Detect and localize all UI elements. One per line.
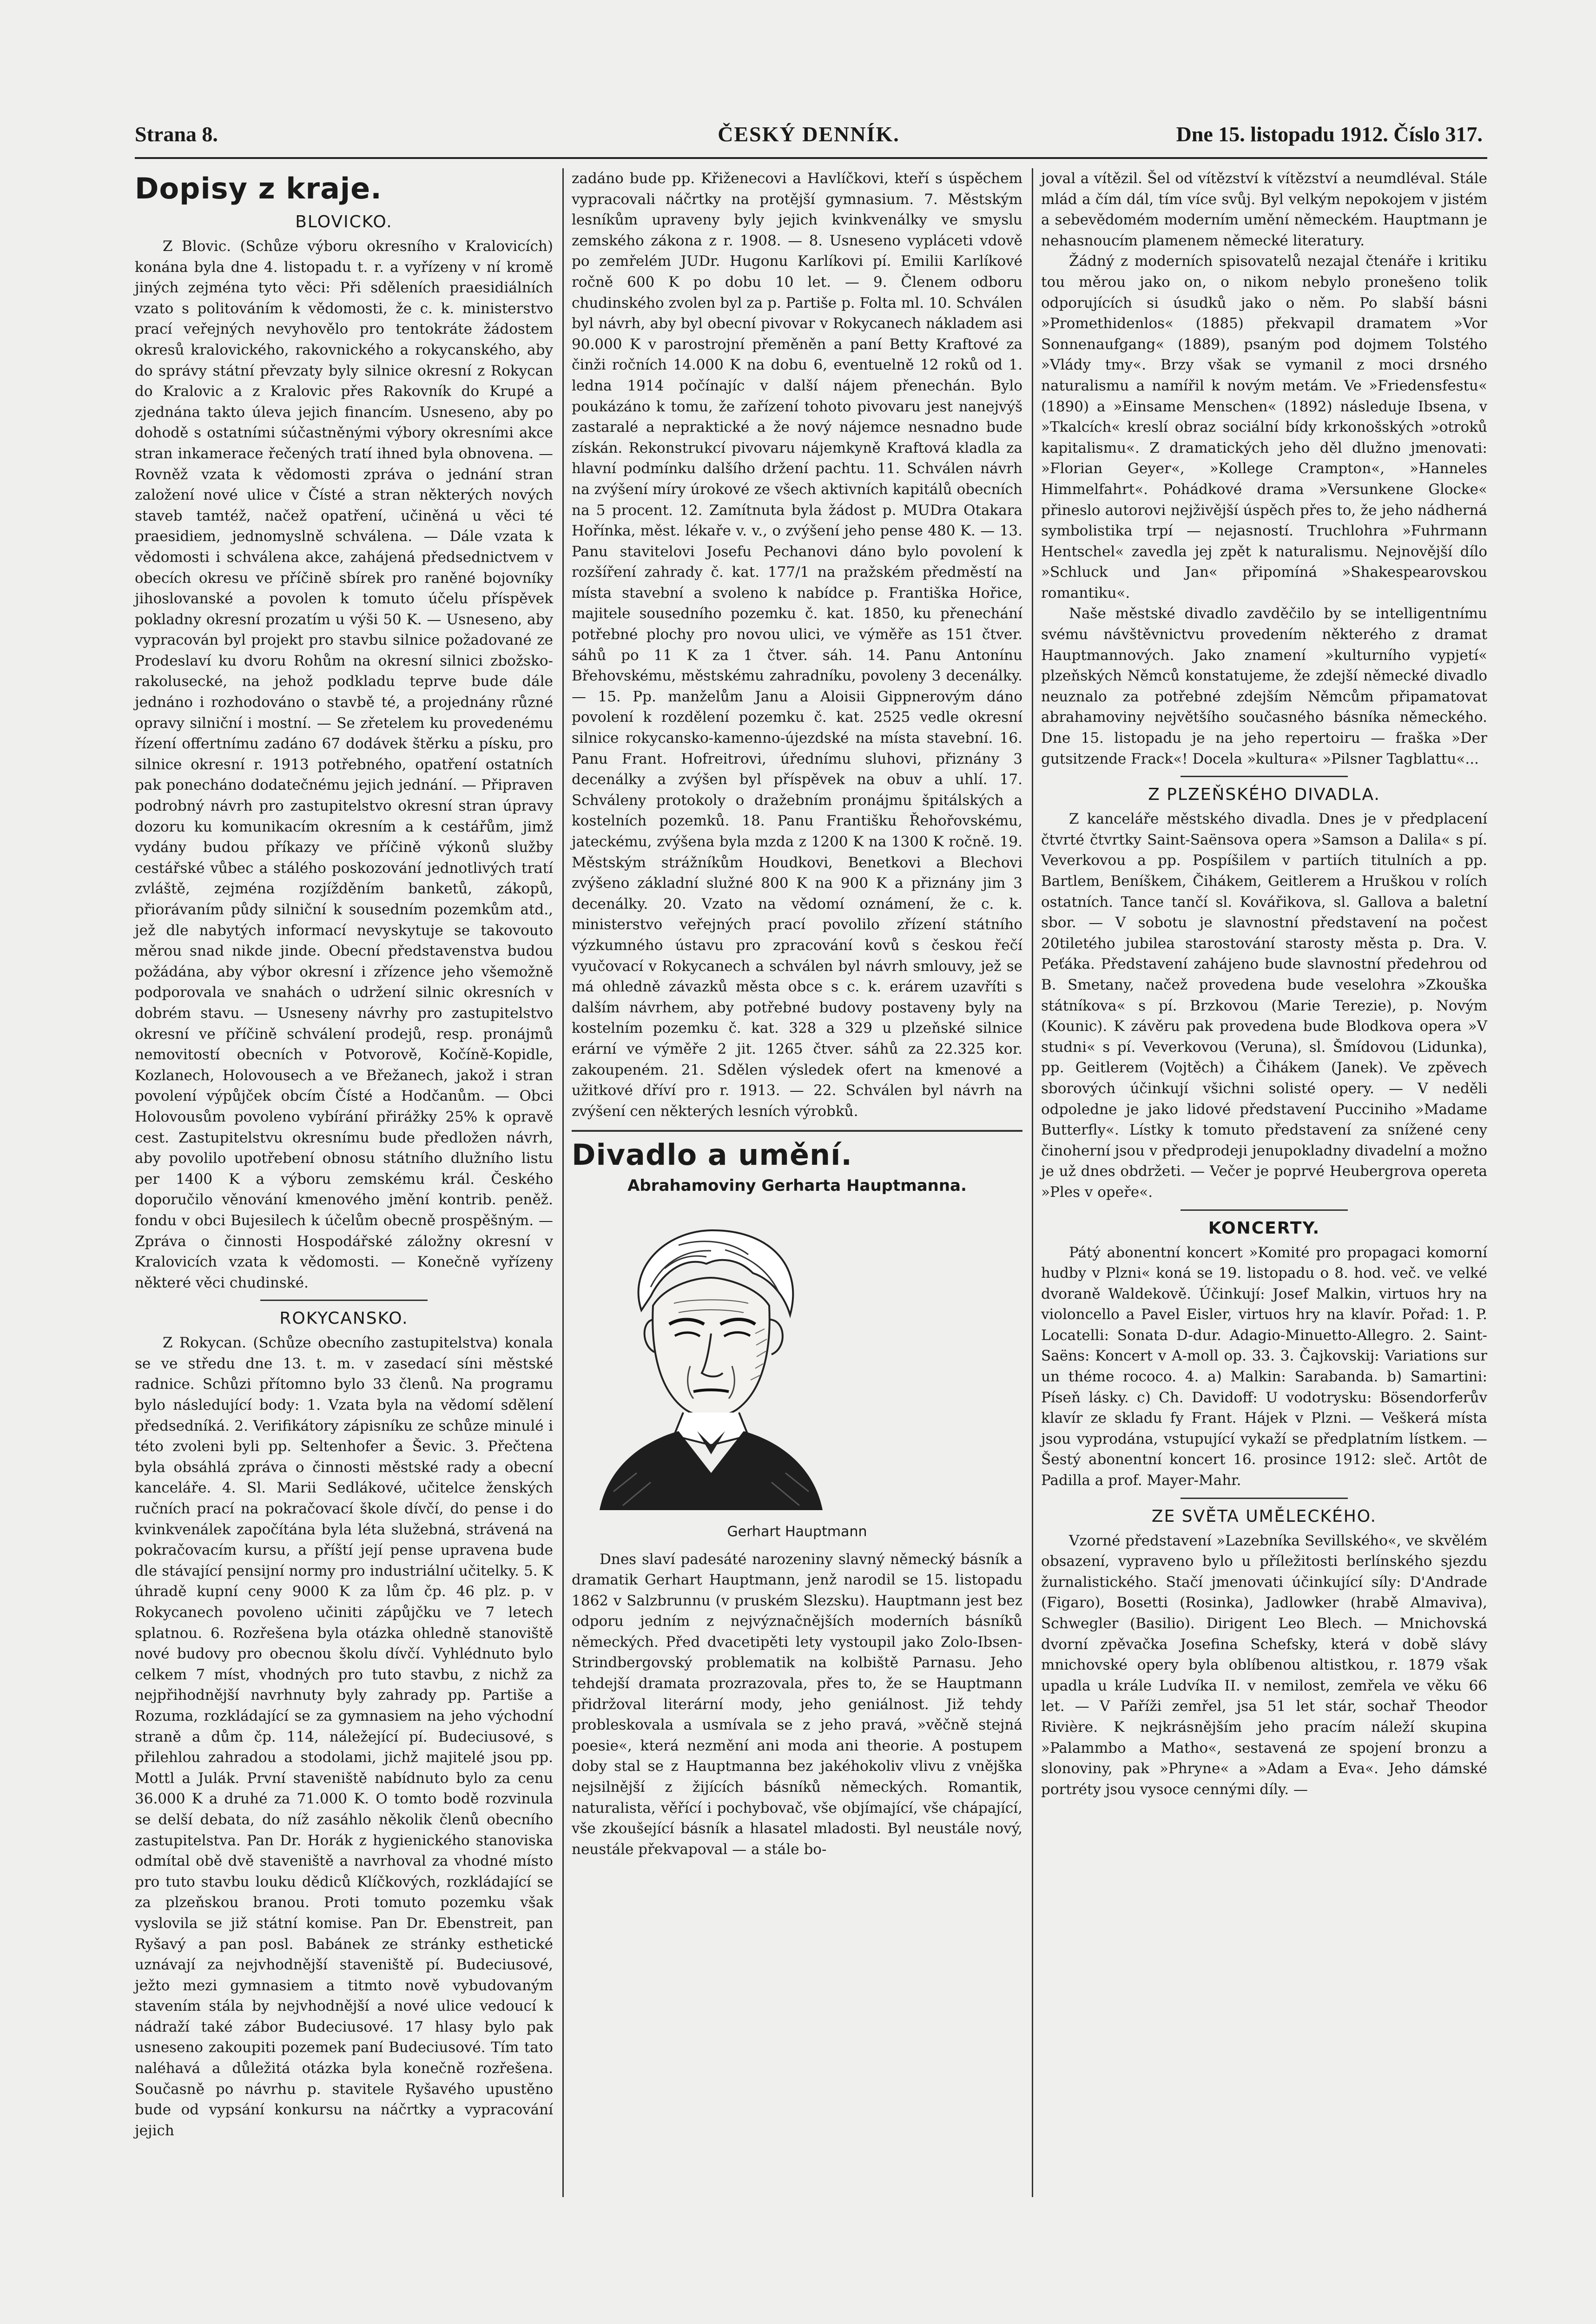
divadlo-title: Divadlo a umění. bbox=[572, 1138, 852, 1172]
blovicko-heading: BLOVICKO. bbox=[295, 212, 393, 231]
section-title: Dopisy z kraje. bbox=[135, 172, 382, 205]
hauptmann-portrait bbox=[572, 1213, 851, 1510]
divider bbox=[1181, 1498, 1348, 1499]
divadlo-paragraph: Žádný z moderních spisovatelů nezajal čtenáře i kritiku tou měrou jako on, o nikom nebylo pronešeno tolik odporujících si úsudků jako o něm. Po slabší básni »Promethidenlos« (1885) překvapil dramatem »Vor Sonnenaufgang« (1889), psaným pod dojmem Tolstého »Vlády tmy«. Brzy však se vymanil z moci drsného naturalismu a namířil k novým metám. Ve »Friedensfestu« (1890) a »Einsame Menschen« (1892) následuje Ibsena, v »Tkalcích« kreslí obraz sociální bídy krkonošských »otroků kapitalismu«. Z dramatických jeho děl dlužno jmenovati: »Florian Geyer«, »Kollege Crampton«, »Hanneles Himmelfahrt«. Pohádkové drama »Versunkene Glocke« přineslo autorovi nejživější úspěch přes to, že jeho nádherná symbolistika trpí — nejasností. Truchlohra »Fuhrmann Hentschel« zavedla jej zpět k naturalismu. Nejnovější dílo »Schluck und Jan« připomíná »Shakespearovskou romantiku«. bbox=[1041, 253, 1487, 601]
column-divider bbox=[1032, 168, 1033, 2197]
rokycansko-continuation: zadáno bude pp. Křiženecovi a Havlíčkovi, kteří s úspěchem vypracovali náčrtky na protější gymnasium. 7. Městským lesníkům upraveny byly jejich kvinkvenálky ve smyslu zemského zákona z r. 1908. — 8. Usneseno vypláceti vdově po zemřelém JUDr. Hugonu Karlíkovi pí. Emilii Karlíkové ročně 600 K po dobu 10 let. — 9. Členem odboru chudinského zvolen byl za p. Partiše p. Folta ml. 10. Schválen byl návrh, aby byl obecní pivovar v Rokycanech nákladem asi 90.000 K v parostrojní přeměněn a paní Betty Kraftové za činži ročních 14.000 K na dobu 6, eventuelně 12 roků od 1. ledna 1914 počínajíc v další nájem přenechán. Bylo poukázáno k tomu, že zařízení tohoto pivovaru jest nanejvýš zastaralé a nepraktické a že nový nájemce nesnadno bude získán. Rekonstrukcí pivovaru nájemkyně Kraftová kladla za hlavní podmínku dalšího držení pachtu. 11. Schválen návrh na zvýšení míry úrokové ze všech aktivních kapitálů obecních na 5 procent. 12. Zamítnuta byla žádost p. MUDra Otakara Hořínka, měst. lékaře v. v., o zvýšení jeho pense 480 K. — 13. Panu stavitelovi Josefu Pechanovi dáno bylo povolení k rozšíření zahrady č. kat. 177/1 na pražském předměstí na místa stavební a svoleno k nabídce p. Františka Hořice, majitele sousedního pozemku č. kat. 1850, ku přenechání potřebné plochy pro novou ulici, ve výměře as 151 čtver. sáhů po 11 K za 1 čtver. sáh. 14. Panu Antonínu Břehovskému, městskému zahradníku, povoleny 3 decenálky. — 15. Pp. manželům Janu a Aloisii Gippnerovým dáno povolení k rozdělení pozemku č. kat. 2525 vedle okresní silnice rokycansko-kamenno-újezdské na místa stavební. 16. Panu Frant. Hofreitrovi, úřednímu sluhovi, přiznány 3 decenálky a zvýšen byl příspěvek na obuv a uhlí. 17. Schváleny protokoly o dražebním pronájmu špitálských a kostelních pozemků. 18. Panu Františku Řehořovskému, jateckému, zvýšena byla mzda z 1200 K na 1300 K ročně. 19. Městským strážníkům Houdkovi, Benetkovi a Blechovi zvýšeno základní služné 800 K na 900 K a přiznány jim 3 decenálky. 20. Vzato na vědomí oznámení, že c. k. ministerstvo veřejných prací povolilo zřízení státního výzkumného ústavu pro zpracování kovů s českou řečí vyučovací v Rokycanech a schválen byl návrh smlouvy, jež se má ohledně závazků města obce s c. k. erárem uzavříti s dalším návrhem, aby potřebné budovy postaveny byly na kostelním pozemku č. kat. 328 a 329 u plzeňské silnice erární ve výměře 2 jit. 1265 čtver. sáhů za 22.325 kor. zakoupeném. 21. Sdělen výsledek ofert na kmenové a užitkové dříví pro r. 1913. — 22. Schválen byl návrh na zvýšení cen některých lesních výrobků. bbox=[572, 170, 1022, 1120]
newspaper-name: ČESKÝ DENNÍK. bbox=[718, 122, 900, 146]
divider bbox=[260, 1300, 428, 1301]
koncerty-heading: KONCERTY. bbox=[1208, 1218, 1320, 1238]
rokycansko-paragraph: Z Rokycan. (Schůze obecního zastupitelstva) konala se ve středu dne 13. t. m. v zasedací síni městské radnice. Schůzi přítomno bylo 33 členů. Na programu bylo následující body: 1. Vzata byla na vědomí sdělení předsedníká. 2. Verifikátory zápisníku ze schůze minulé i této zvoleni byli pp. Seltenhofer a Ševic. 3. Přečtena byla obsáhlá zpráva o činnosti městské rady a obecní kanceláře. 4. Sl. Marii Sedlákové, učitelce ženských ručních prací na pokračovací škole dívčí, do pense i do kvinkvenálek započítána byla léta služebná, strávená na pokračovacím kursu, a příští její pense upravena bude dle stávající pensijní normy pro industriální učitelky. 5. K úhradě kupní ceny 9000 K za lům čp. 46 plz. p. v Rokycanech povoleno učiniti zápůjčku ve 7 letech splatnou. 6. Rozřešena byla otázka ohledně stanoviště nové budovy pro obecnou školu dívčí. Vyhlédnuto bylo celkem 7 míst, vhodných pro tuto stavbu, z nichž za nejpřihodnější navrhnuty byly zahrady pp. Partiše a Rozuma, rozkládající se za gymnasiem na jeho východní straně a dům čp. 114, náležející pí. Budeciusové, s přilehlou zahradou a stodolami, jichž majitelé jsou pp. Mottl a Julák. První staveniště nabídnuto bylo za cenu 36.000 K a druhé za 71.000 K. O tomto bodě rozvinula se delší debata, do níž zasáhlo několik členů obecního zastupitelstva. Pan Dr. Horák z hygienického stanoviska odmítal obě dvě staveniště a navrhoval za vhodné místo pro tuto stavbu louku dědiců Klíčkových, rozkládající se za plzeňskou branou. Proti tomuto pozemku však vyslovila se již státní komise. Pan Dr. Ebenstreit, pan Ryšavý a pan posl. Babánek ze stránky esthetické uznávají za nejvhodnější staveniště pí. Budeciusové, ježto mezi gymnasiem a titmto nově vybudovaným stavením stála by nejvhodnější a nové ulice vedoucí k nádraží také zábor Budeciusové. 17 hlasy bylo pak usneseno zakoupiti pozemek paní Budeciusové. Tím tato naléhavá a důležitá otázka byla konečně rozřešena. Současně po návrhu p. stavitele Ryšavého upustěno bude od vypsání konkursu na náčrtky a vypracování jejich bbox=[135, 1334, 553, 2139]
svet-heading: ZE SVĚTA UMĚLECKÉHO. bbox=[1151, 1506, 1377, 1526]
column-1 bbox=[135, 168, 553, 2141]
divider bbox=[1181, 776, 1348, 777]
rokycansko-heading: ROKYCANSKO. bbox=[279, 1309, 409, 1328]
page-number: Strana 8. bbox=[135, 122, 218, 146]
divider bbox=[1181, 1209, 1348, 1211]
page-header bbox=[135, 122, 1483, 159]
portrait-caption: Gerhart Hauptmann bbox=[727, 1523, 867, 1540]
divider bbox=[572, 1130, 1022, 1132]
header-rule bbox=[135, 157, 1487, 159]
divadlo-paragraph: Dnes slaví padesáté narozeniny slavný německý básník a dramatik Gerhart Hauptmann, jenž narodil se 15. listopadu 1862 v Salzbrunnu (v pruském Slezsku). Hauptmann jest bez odporu jedním z nejvýznačnějších moderních básníků německých. Před dvacetipěti lety vystoupil jako Zolo-Ibsen-Strindbergovský problematik na kolbiště Parnasu. Jeho tehdejší dramata prozrazovala, přes to, že se Hauptmann přidržoval literární mody, jeho geniálnost. Již tehdy probleskovala a usmívala se z jeho pravá, »věčně stejná poesie«, která nezmění ani moda ani theorie. A postupem doby stal se z Hauptmanna bez jakéhokoliv vlivu z vnějška nejsilnější z žijících básníků německých. Romantik, naturalista, věřící i pochybovač, vše objímající, vše chápající, vše zkoušející básník a hlasatel mladosti. Byl neustále nový, neustále překvapoval — a stále bo- bbox=[572, 1551, 1022, 1858]
plzen-heading: Z PLZEŇSKÉHO DIVADLA. bbox=[1148, 785, 1380, 805]
column-3 bbox=[1041, 168, 1487, 1800]
column-2 bbox=[572, 168, 1022, 1860]
column-divider bbox=[562, 168, 564, 2197]
issue-date: Dne 15. listopadu 1912. Číslo 317. bbox=[1176, 122, 1483, 146]
koncerty-paragraph: Pátý abonentní koncert »Komité pro propagaci komorní hudby v Plzni« koná se 19. listopadu o 8. hod. več. ve velké dvoraně Waldekově. Účinkují: Josef Malkin, virtuos hry na violoncello a Pavel Eisler, virtuos hry na klavír. Pořad: 1. P. Locatelli: Sonata D-dur. Adagio-Minuetto-Allegro. 2. Saint-Saëns: Koncert v A-moll op. 33. 3. Čajkovskij: Variations sur un théme rococo. 4. a) Malkin: Sarabanda. b) Samartini: Píseň lásky. c) Ch. Davidoff: U vodotrysku: Bösendorferův klavír ze skladu fy Frant. Hájek v Plzni. — Veškerá místa jsou vyprodána, vstupující vykaží se předplatním lístkem. — Šestý abonentní koncert 16. prosince 1912: sleč. Artôt de Padilla a prof. Mayer-Mahr. bbox=[1041, 1244, 1487, 1489]
blovicko-paragraph: Z Blovic. (Schůze výboru okresního v Kralovicích) konána byla dne 4. listopadu t. r. a vyřízeny v ní kromě jiných zejména tyto věci: Při sděleních praesidiálních vzato s politováním k vědomosti, že c. k. ministerstvo prací veřejných nevyhovělo pro tentokráte žádostem okresů kralovického, rakovnického a rokycanského, aby do správy státní převzaty byly silnice okresní z Rokycan do Kralovic a z Kralovic přes Rakovník do Krupé a zjednána takto úleva jejich financím. Usneseno, aby po dohodě s ostatními súčastněnými výbory okresními akce stran inkamerace řečených tratí ihned byla obnovena. — Rovněž vzata k vědomosti zpráva o jednání stran založení nové ulice v Čísté a stran některých nových staveb tamtéž, načež opatření, učiněná u věci té praesidiem, jednomyslně schválena. — Dále vzata k vědomosti i schválena akce, zahájená předsednictvem v obecích okresu ve příčině sbírek pro raněné bojovníky jihoslovanské a povolen k tomuto účelu příspěvek pokladny okresní prozatím u výši 50 K. — Usneseno, aby vypracován byl projekt pro stavbu silnice požadované ze Prodeslaví ku dvoru Rohům na okresní silnici zbožsko-rakolusecké, na jehož podkladu teprve bude dále jednáno i rozhodováno o stavbě té, a projednány různé opravy silniční i mostní. — Se zřetelem ku provedenému řízení offertnímu zadáno 67 dodávek štěrku a písku, pro silnice okresní r. 1913 potřebného, opatření ostatních pak ponecháno dodatečnému jejich jednání. — Připraven podrobný návrh pro zastupitelstvo okresní stran úpravy dozoru ku komunikacím okresním a k cestářům, jimž vydány budou příkazy ve příčině výkonů služby cestářské vůbec a stálého poskozování jednotlivých tratí zvláště, zejména rozjížděním banketů, zákopů, přiorávaním půdy silniční k sousedním pozemkům atd., jež dle nabytých informací nevyskytuje se takovouto měrou snad nikde jinde. Obecní představenstva budou požádána, aby výbor okresní i zřízence jeho všemožně podporovala ve snahách o udržení silnic okresních v dobrém stavu. — Usneseny návrhy pro zastupitelstvo okresní ve příčině schválení prodejů, resp. pronájmů nemovitostí obecních v Potvorově, Kočíně-Kopidle, Kozlanech, Holovousech a ve Břežanech, jakož i stran povolení výpůjček obcím Čísté a Hodčanům. — Obci Holovousům povoleno vybírání přirážky 25% k opravě cest. Zastupitelstvu okresnímu bude předložen návrh, aby povolilo upotřebení obnosu státního dlužního listu per 1400 K a výboru zemskému král. Českého doporučilo věnování kmenového jmění kontrib. peněž. fondu v obci Bujesilech k účelům obecně prospěšným. — Zpráva o činnosti Hospodářské záložny okresní v Kralovicích vzata k vědomosti. — Konečně vyřízeny některé věci chudinské. bbox=[135, 238, 553, 1291]
divadlo-subtitle: Abrahamoviny Gerharta Hauptmanna. bbox=[627, 1176, 967, 1195]
svet-paragraph: Vzorné představení »Lazebníka Sevillského«, ve skvělém obsazení, vypraveno bylo u příležitosti berlínského sjezdu žurnalistického. Stačí jmenovati účinkující síly: D'Andrade (Figaro), Bosetti (Rosinka), Jadlowker (hrabě Almaviva), Schwegler (Basilio). Dirigent Leo Blech. — Mnichovská dvorní zpěvačka Josefina Schefsky, která v době slávy mnichovské opery byla oblíbenou altistkou, r. 1879 však upadla u krále Ludvíka II. v nemilost, zemřela ve věku 66 let. — V Paříži zemřel, jsa 51 let stár, sochař Theodor Rivière. K nejkrásnějším jeho pracím náleží skupina »Palammbo a Matho«, sestavená ze spojení bronzu a slonoviny, pak »Phryne« a »Adam a Eva«. Jeho dámské portréty jsou vysoce cennými díly. — bbox=[1041, 1532, 1487, 1798]
divadlo-continuation: joval a vítězil. Šel od vítězství k vítězství a neumdléval. Stále mlád a čím dál, tím více svůj. Byl velkým nepokojem v jistém a sebevědomém moderním umění německém. Hauptmann je nehasnoucím plamenem německé literatury. bbox=[1041, 170, 1487, 249]
plzen-paragraph: Z kanceláře městského divadla. Dnes je v předplacení čtvrté čtvrtky Saint-Saënsova opera »Samson a Dalila« s pí. Veverkovou a pp. Pospíšilem v partiích titulních a pp. Bartlem, Beníškem, Čihákem, Geitlerem a Hruškou v rolích ostatních. Tance tančí sl. Kovářikova, sl. Gallova a baletní sbor. — V sobotu je slavnostní představení na počest 20tiletého jubilea starostování starosty města p. Dra. V. Peťáka. Představení zahájeno bude slavnostní předehrou od B. Smetany, načež provedena bude veselohra »Zkouška státníkova« s pí. Brzkovou (Marie Terezie), p. Novým (Kounic). K závěru pak provedena bude Blodkova opera »V studni« s pí. Veverkovou (Veruna), sl. Šmídovou (Lidunka), pp. Geitlerem (Vojtěch) a Čihákem (Janek). Ve zpěvech sborových účinkují všichni solisté opery. — V neděli odpoledne je jako lidové představení Pucciniho »Madame Butterfly«. Lístky k tomuto představení za snížené ceny činoherní jsou v předprodeji jenupokladny divadelní a možno je už dnes obdržeti. — Večer je poprvé Heubergrova opereta »Ples v opeře«. bbox=[1041, 811, 1487, 1201]
divadlo-paragraph: Naše městské divadlo zavděčilo by se intelligentnímu svému návštěvnictvu provedením některého z dramat Hauptmannových. Jako znamení »kulturního vypjetí« plzeňských Němců konstatujeme, že zdejší německé divadlo neuznalo za potřebné zdejším Němcům připamatovat abrahamoviny největšího současného básníka německého. Dne 15. listopadu je na jeho repertoiru — fraška »Der gutsitzende Frack«! Docela »kultura« »Pilsner Tagblattu«... bbox=[1041, 605, 1487, 767]
